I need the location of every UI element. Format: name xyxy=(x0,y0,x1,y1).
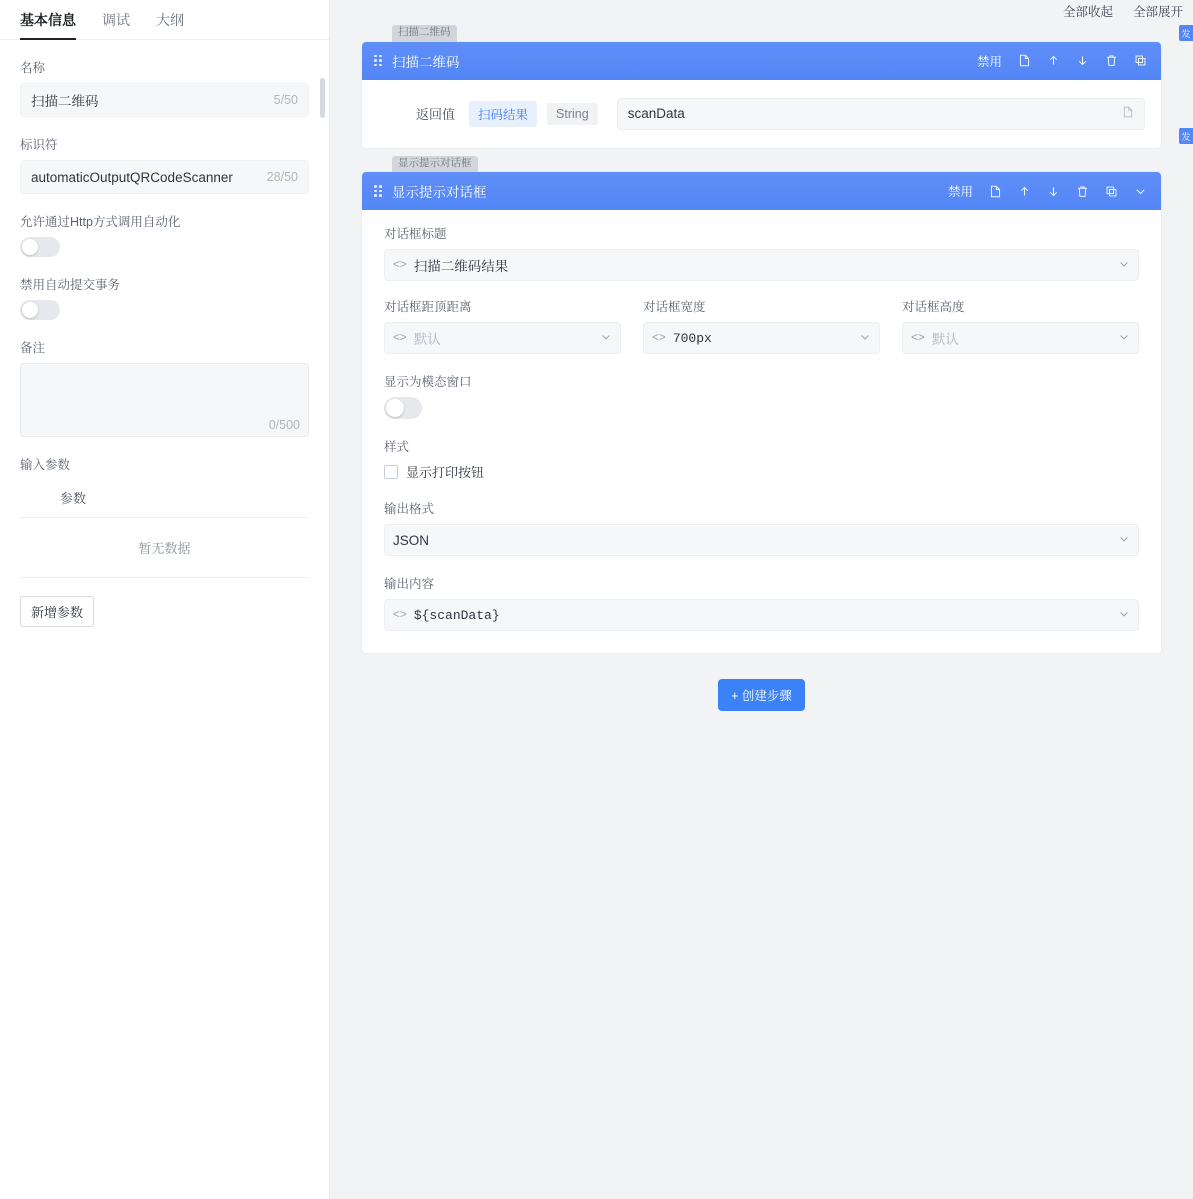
return-variable-input[interactable] xyxy=(617,98,1145,130)
dialog-title-select[interactable] xyxy=(384,249,1139,281)
name-counter: 5/50 xyxy=(273,93,298,107)
node-tag-scan: 扫描二维码 xyxy=(392,25,457,42)
code-brackets-icon: <> xyxy=(393,608,407,622)
doc-icon[interactable] xyxy=(989,185,1002,198)
node-header-scan[interactable] xyxy=(362,42,1161,80)
output-format-value: JSON xyxy=(393,532,430,548)
node-card-scan xyxy=(362,42,1161,148)
style-section xyxy=(384,437,1139,481)
dialog-width-field xyxy=(643,297,880,354)
http-invoke-label: 允许通过Http方式调用自动化 xyxy=(20,215,181,229)
identifier-input[interactable] xyxy=(20,160,309,194)
toggle-knob xyxy=(22,302,38,318)
http-invoke-toggle[interactable] xyxy=(20,237,60,257)
disable-node-button[interactable]: 禁用 xyxy=(976,54,1002,69)
identifier-input-value: automaticOutputQRCodeScanner xyxy=(31,169,233,185)
dialog-height-label: 对话框高度 xyxy=(902,300,965,315)
name-input[interactable] xyxy=(20,83,309,117)
drag-grip-icon[interactable] xyxy=(374,185,384,197)
arrow-down-icon[interactable] xyxy=(1047,185,1060,198)
dialog-dimensions-grid xyxy=(384,297,1139,354)
add-param-button[interactable]: 新增参数 xyxy=(20,596,94,627)
dialog-top-select[interactable] xyxy=(384,322,621,354)
expand-all-button[interactable]: 全部展开 xyxy=(1132,5,1183,19)
disable-autocommit-toggle[interactable] xyxy=(20,300,60,320)
tab-debug[interactable]: 调试 xyxy=(102,12,130,28)
modal-window-field xyxy=(384,372,1139,419)
remark-textarea[interactable] xyxy=(20,363,309,437)
left-panel-tabs xyxy=(0,0,329,40)
chip-scan-result[interactable]: 扫码结果 xyxy=(469,101,537,127)
dialog-top-label: 对话框距顶距离 xyxy=(384,300,472,315)
tab-outline[interactable]: 大纲 xyxy=(156,12,184,28)
identifier-counter: 28/50 xyxy=(266,170,298,184)
create-step-button[interactable]: + 创建步骤 xyxy=(718,679,805,711)
copy-icon[interactable] xyxy=(1105,185,1118,198)
dialog-height-field xyxy=(902,297,1139,354)
output-format-select[interactable] xyxy=(384,524,1139,556)
dialog-width-value: 700px xyxy=(672,330,712,346)
output-content-label: 输出内容 xyxy=(384,577,435,592)
doc-icon[interactable] xyxy=(1018,54,1031,67)
disable-autocommit-label: 禁用自动提交事务 xyxy=(20,278,121,292)
chevron-down-icon[interactable] xyxy=(1118,258,1130,273)
output-content-select[interactable] xyxy=(384,599,1139,631)
print-button-label: 显示打印按钮 xyxy=(406,465,485,481)
node-body-scan xyxy=(362,80,1161,148)
trash-icon[interactable] xyxy=(1105,54,1118,67)
input-params-label: 输入参数 xyxy=(20,458,71,472)
tab-basic-info[interactable]: 基本信息 xyxy=(20,10,76,39)
arrow-up-icon[interactable] xyxy=(1047,54,1060,67)
node-header-dialog[interactable] xyxy=(362,172,1161,210)
output-content-value: ${scanData} xyxy=(413,607,500,623)
params-empty-state: 暂无数据 xyxy=(20,518,309,578)
node-actions-dialog xyxy=(948,182,1147,200)
node-card-dialog xyxy=(362,172,1161,653)
basic-info-form xyxy=(0,58,329,627)
dialog-title-label: 对话框标题 xyxy=(384,227,447,242)
name-label: 名称 xyxy=(20,61,46,75)
arrow-up-icon[interactable] xyxy=(1018,185,1031,198)
node-actions-scan xyxy=(977,52,1147,70)
dialog-height-value: 默认 xyxy=(931,332,959,348)
code-brackets-icon: <> xyxy=(652,331,666,345)
flow-canvas xyxy=(330,0,1193,1199)
arrow-down-icon[interactable] xyxy=(1076,54,1089,67)
chevron-down-icon[interactable] xyxy=(1134,185,1147,198)
dialog-width-select[interactable] xyxy=(643,322,880,354)
collapse-all-button[interactable]: 全部收起 xyxy=(1062,5,1113,19)
chevron-down-icon[interactable] xyxy=(859,331,871,346)
dialog-title-value: 扫描二维码结果 xyxy=(413,259,509,275)
dialog-top-field xyxy=(384,297,621,354)
node-title-scan: 扫描二维码 xyxy=(392,54,460,70)
node-tag-dialog: 显示提示对话框 xyxy=(392,156,478,173)
copy-icon[interactable] xyxy=(1134,54,1147,67)
doc-icon[interactable] xyxy=(1122,106,1134,121)
code-brackets-icon: <> xyxy=(911,331,925,345)
node-title-dialog: 显示提示对话框 xyxy=(392,185,487,201)
identifier-label: 标识符 xyxy=(20,138,58,152)
dialog-top-value: 默认 xyxy=(413,332,441,348)
chevron-down-icon[interactable] xyxy=(1118,331,1130,346)
left-properties-panel xyxy=(0,0,330,1199)
node-body-dialog xyxy=(362,210,1161,653)
side-badge-scan[interactable]: 发 xyxy=(1179,25,1193,41)
modal-window-toggle[interactable] xyxy=(384,397,422,419)
drag-grip-icon[interactable] xyxy=(374,55,384,67)
toggle-knob xyxy=(386,399,404,417)
name-input-value: 扫描二维码 xyxy=(31,94,99,109)
param-column-header: 参数 xyxy=(20,480,309,518)
return-value-label: 返回值 xyxy=(416,107,456,123)
remark-label: 备注 xyxy=(20,341,46,355)
dialog-height-select[interactable] xyxy=(902,322,1139,354)
side-badge-dialog[interactable]: 发 xyxy=(1179,128,1193,144)
modal-window-label: 显示为模态窗口 xyxy=(384,375,472,390)
remark-counter: 0/500 xyxy=(268,418,300,432)
return-value-row xyxy=(378,90,1145,134)
print-button-checkbox[interactable] xyxy=(384,465,398,479)
output-format-field xyxy=(384,499,1139,556)
chevron-down-icon[interactable] xyxy=(1118,533,1130,548)
style-label: 样式 xyxy=(384,440,410,455)
disable-node-button[interactable]: 禁用 xyxy=(947,185,973,200)
output-content-field xyxy=(384,574,1139,631)
chevron-down-icon[interactable] xyxy=(1118,608,1130,623)
node-card-list xyxy=(330,22,1193,711)
output-format-label: 输出格式 xyxy=(384,502,435,517)
canvas-toolbar xyxy=(330,0,1193,22)
trash-icon[interactable] xyxy=(1076,185,1089,198)
return-variable-value: scanData xyxy=(627,106,685,122)
code-brackets-icon: <> xyxy=(393,258,407,272)
dialog-width-label: 对话框宽度 xyxy=(643,300,706,315)
toggle-knob xyxy=(22,239,38,255)
left-panel-scrollbar[interactable] xyxy=(320,78,325,118)
code-brackets-icon: <> xyxy=(393,331,407,345)
print-button-checkbox-row[interactable] xyxy=(384,462,1139,481)
chip-type-string[interactable]: String xyxy=(547,103,598,125)
chevron-down-icon[interactable] xyxy=(600,331,612,346)
